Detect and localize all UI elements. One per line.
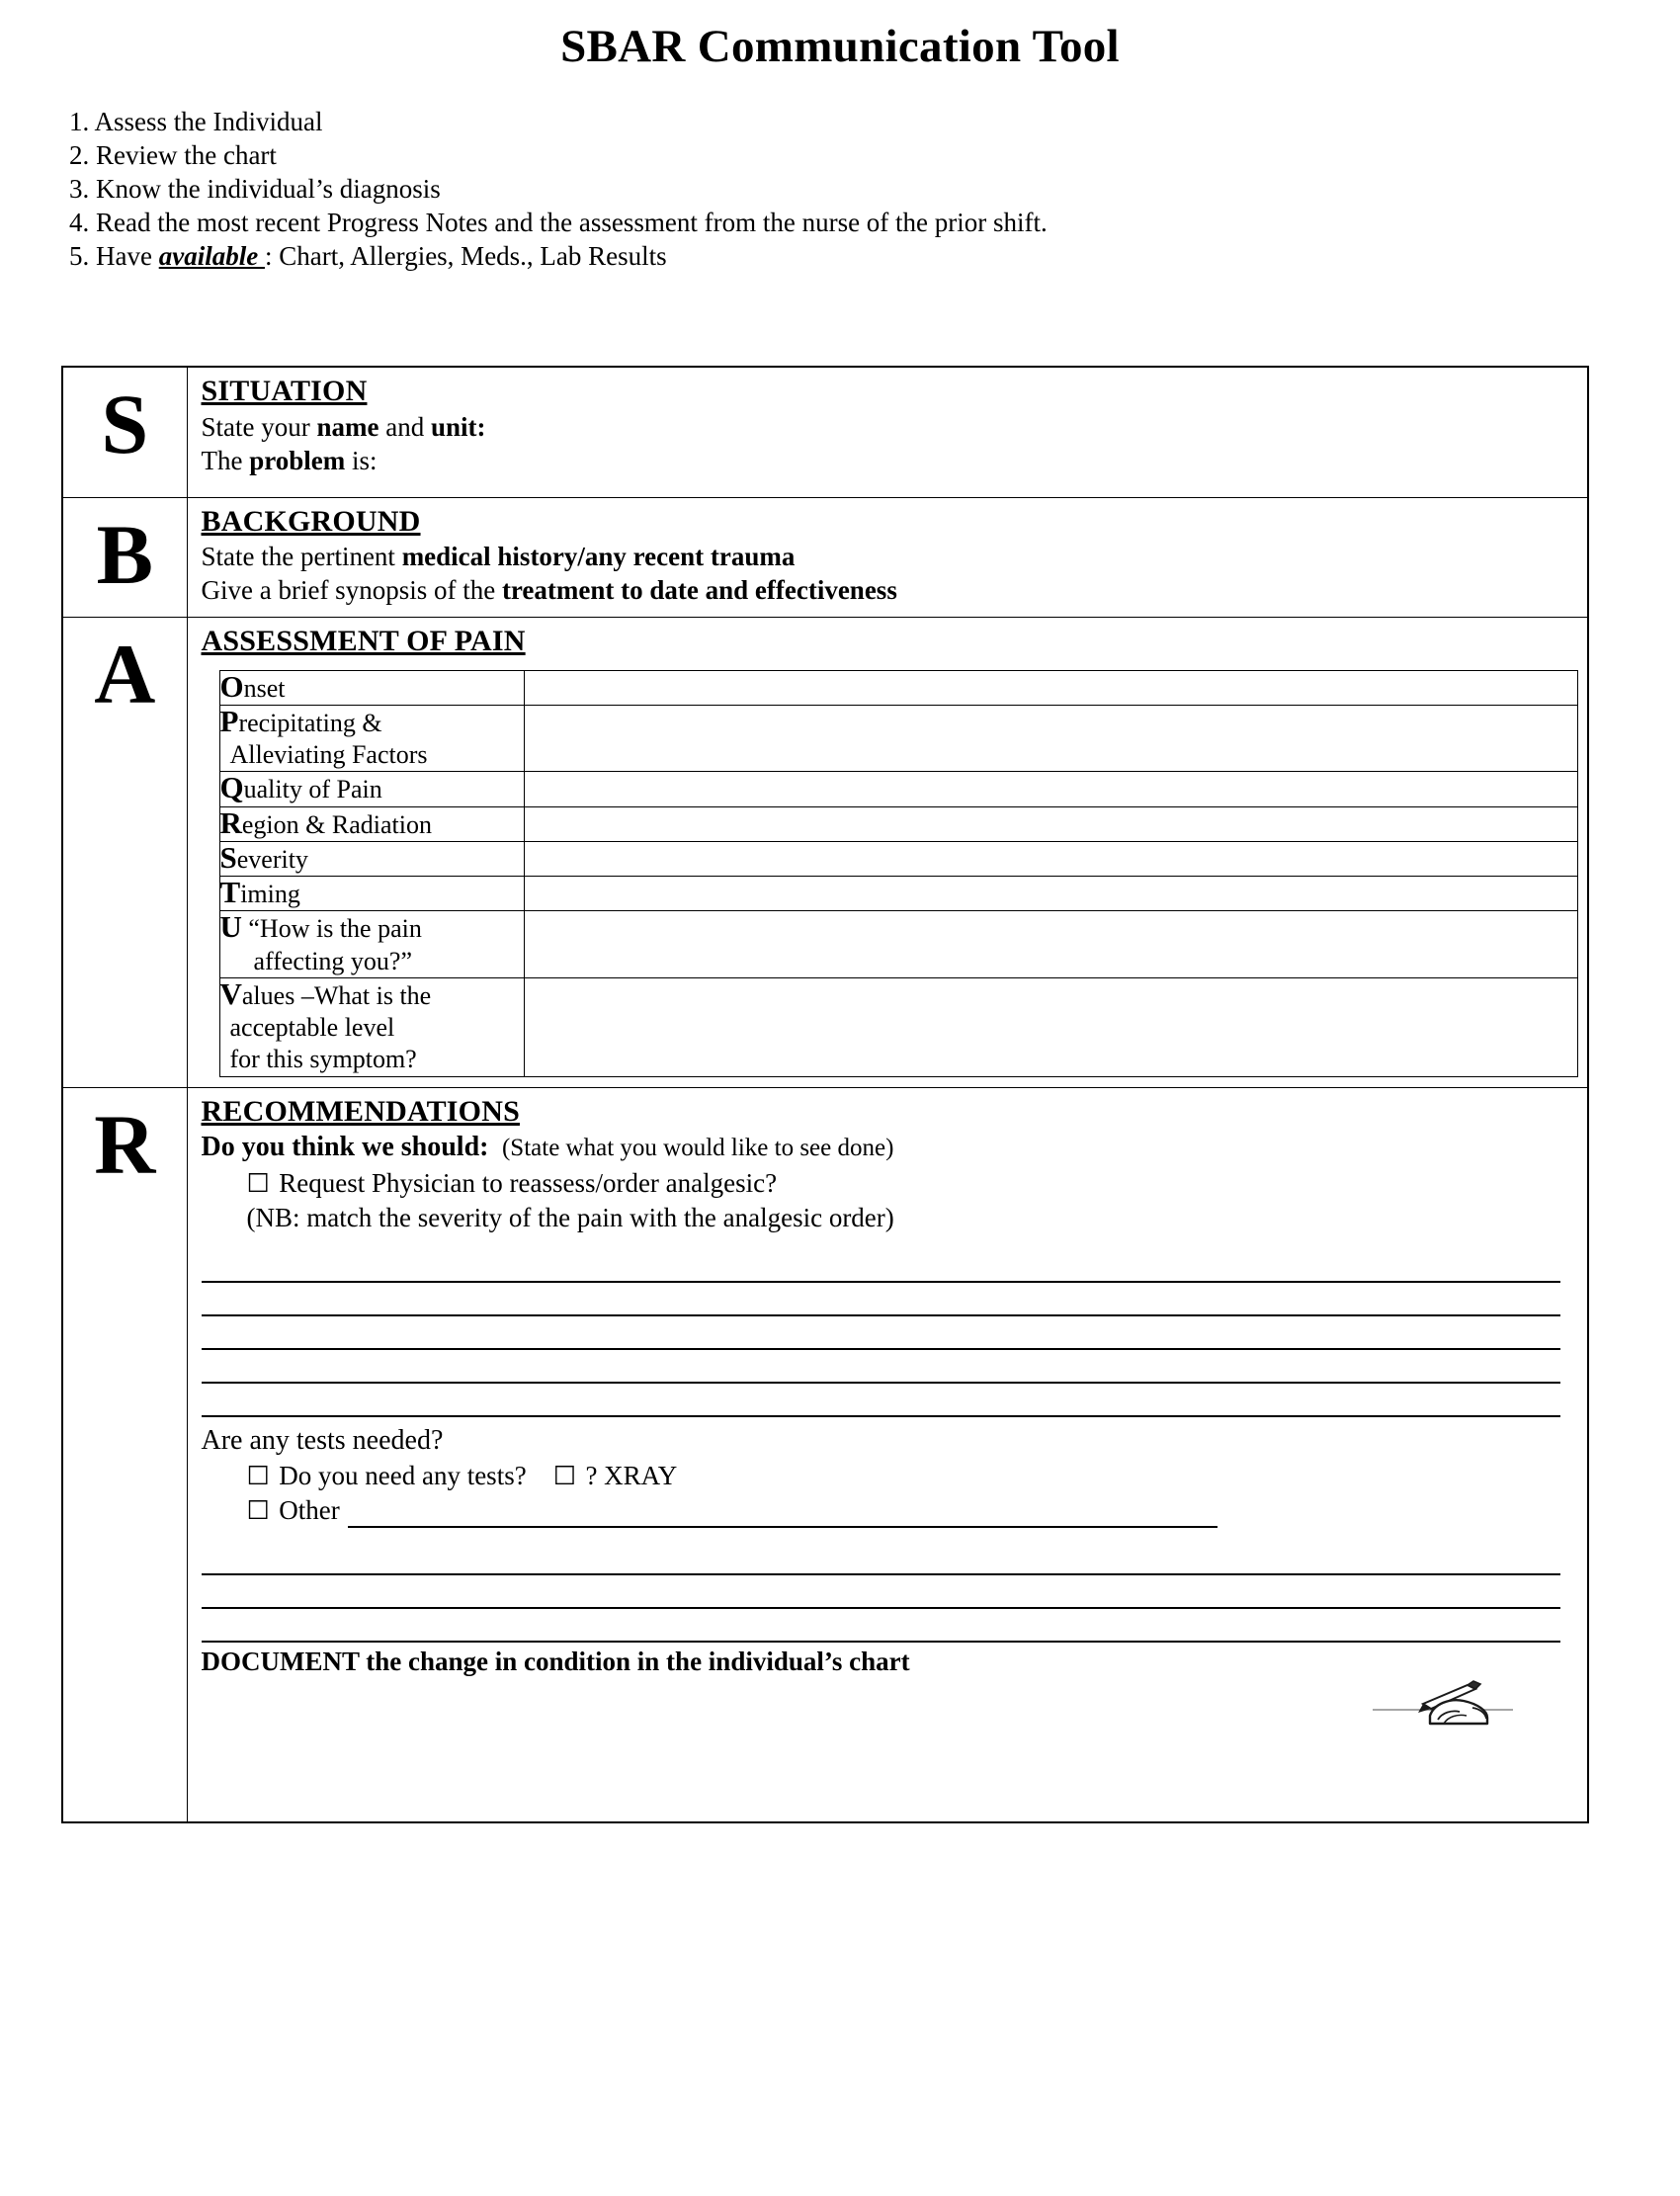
pain-cap-o: O [219, 668, 244, 704]
notes-ruled-lines-group-2[interactable] [202, 1542, 1588, 1643]
ruled-line[interactable] [202, 1316, 1560, 1350]
sbar-row-recommendations [62, 1087, 1588, 1822]
background-line1-b: medical history/any recent trauma [401, 542, 796, 572]
background-line-history [202, 540, 1588, 573]
situation-line2-c: is: [345, 445, 378, 475]
pain-cap-u: U [219, 909, 242, 945]
pain-text-quality: uality of Pain [243, 775, 382, 804]
pain-text-region: egion & Radiation [241, 809, 432, 839]
letter-s: S [62, 367, 187, 497]
pain-value-timing[interactable] [524, 877, 1577, 911]
option-request-physician-row[interactable] [202, 1166, 1588, 1201]
assessment-heading: ASSESSMENT OF PAIN [201, 625, 526, 658]
prep-step-5 [69, 239, 1680, 273]
prep-step-1: 1. Assess the Individual [69, 106, 323, 136]
pain-text-timing: iming [240, 880, 300, 909]
pain-assessment-table [219, 670, 1578, 1077]
pain-text-understanding-1: “How is the pain [241, 914, 422, 944]
tests-needed-question: Are any tests needed? [201, 1424, 444, 1456]
other-input-line[interactable] [348, 1502, 1218, 1528]
checkbox-need-tests[interactable]: ☐ [246, 1462, 270, 1491]
sbar-row-assessment [62, 618, 1588, 1087]
writing-hand-icon [1369, 1668, 1517, 1728]
pain-text-values-3: for this symptom? [229, 1045, 417, 1074]
option-other-label: Other [279, 1495, 340, 1526]
pain-text-severity: everity [236, 844, 308, 874]
pain-label-region [219, 806, 524, 841]
pain-text-values-1: alues –What is the [241, 980, 432, 1010]
prep-step-2: 2. Review the chart [69, 139, 277, 170]
prep-step-3: 3. Know the individual’s diagnosis [69, 173, 441, 204]
situation-line1-b: name [316, 411, 379, 442]
option-need-tests-label: Do you need any tests? [279, 1461, 527, 1491]
pain-label-onset [219, 670, 524, 705]
pain-assessment-wrapper [202, 660, 1588, 1077]
assessment-cell [187, 618, 1588, 1087]
letter-r: R [62, 1087, 187, 1822]
pain-value-values[interactable] [524, 977, 1577, 1076]
situation-line-problem [202, 444, 1588, 477]
pain-cap-v: V [219, 975, 242, 1011]
pain-value-understanding[interactable] [524, 911, 1577, 977]
pain-cap-r: R [219, 804, 242, 840]
pain-text-values-2: acceptable level [229, 1013, 395, 1043]
tests-options-row[interactable] [202, 1459, 1588, 1493]
ruled-line[interactable] [202, 1283, 1560, 1316]
ruled-line[interactable] [202, 1249, 1560, 1283]
background-line-treatment [202, 573, 1588, 607]
ruled-line[interactable] [202, 1350, 1560, 1384]
background-cell [187, 497, 1588, 618]
ruled-line[interactable] [202, 1384, 1560, 1417]
ruled-line[interactable] [202, 1609, 1560, 1643]
pain-row-quality [219, 772, 1577, 806]
pain-text-onset: nset [243, 673, 286, 703]
pain-value-precipitating[interactable] [524, 705, 1577, 771]
letter-b: B [62, 497, 187, 618]
recommendations-nb-note-text: (NB: match the severity of the pain with the analgesic order) [246, 1202, 894, 1232]
situation-line2-b: problem [249, 445, 346, 475]
pain-value-region[interactable] [524, 806, 1577, 841]
pain-row-region [219, 806, 1577, 841]
page-title: SBAR Communication Tool [560, 21, 1120, 72]
recommendations-heading: RECOMMENDATIONS [201, 1094, 520, 1128]
pain-label-timing [219, 877, 524, 911]
background-line2-b: treatment to date and effectiveness [501, 575, 897, 606]
ruled-line[interactable] [202, 1542, 1560, 1575]
pain-row-precipitating [219, 705, 1577, 771]
option-request-physician-label: Request Physician to reassess/order analgesic? [279, 1167, 778, 1198]
pain-value-onset[interactable] [524, 670, 1577, 705]
recommendations-prompt-note: (State what you would like to see done) [501, 1135, 894, 1162]
prep-step-5-suffix: : Chart, Allergies, Meds., Lab Results [264, 240, 667, 271]
pain-row-onset [219, 670, 1577, 705]
prep-step-4: 4. Read the most recent Progress Notes and the assessment from the nurse of the prior shift. [69, 207, 1048, 237]
recommendations-prompt [202, 1130, 1588, 1165]
pain-text-precipitating-1: recipitating & [238, 708, 382, 737]
option-xray-label: ? XRAY [585, 1461, 678, 1491]
pain-label-severity [219, 841, 524, 876]
notes-ruled-lines-group-1[interactable] [202, 1249, 1588, 1417]
pain-cap-p: P [219, 703, 239, 738]
checkbox-request-physician[interactable]: ☐ [246, 1168, 270, 1198]
pain-text-understanding-2: affecting you?” [253, 946, 412, 975]
background-heading: BACKGROUND [201, 504, 421, 538]
sbar-row-situation [62, 367, 1588, 497]
pain-row-values [219, 977, 1577, 1076]
pain-label-values [219, 977, 524, 1076]
recommendations-nb-note [202, 1201, 1588, 1235]
ruled-line[interactable] [202, 1575, 1560, 1609]
situation-line1-d: unit: [430, 411, 486, 442]
option-other-row[interactable] [202, 1493, 1588, 1528]
preparation-steps-list [0, 105, 1680, 273]
sbar-table [61, 366, 1589, 1823]
pain-label-precipitating [219, 705, 524, 771]
document-change-note: DOCUMENT the change in condition in the individual’s chart [201, 1647, 910, 1677]
situation-cell [187, 367, 1588, 497]
checkbox-other[interactable]: ☐ [246, 1496, 270, 1526]
situation-line1-c: and [378, 411, 431, 442]
pain-label-quality [219, 772, 524, 806]
pain-row-severity [219, 841, 1577, 876]
pain-cap-s: S [219, 839, 237, 875]
pain-value-severity[interactable] [524, 841, 1577, 876]
pain-label-understanding [219, 911, 524, 977]
situation-line-name-unit [202, 410, 1588, 444]
recommendations-prompt-bold: Do you think we should: [201, 1132, 489, 1163]
situation-line2-a: The [201, 445, 250, 475]
prep-step-5-prefix: 5. Have [69, 240, 159, 271]
prep-step-5-emphasis: available [158, 240, 265, 271]
pain-row-timing [219, 877, 1577, 911]
pain-cap-t: T [219, 875, 241, 910]
background-line2-a: Give a brief synopsis of the [201, 575, 502, 606]
situation-line1-a: State your [201, 411, 317, 442]
situation-heading: SITUATION [201, 375, 368, 407]
background-line1-a: State the pertinent [201, 542, 402, 572]
pain-value-quality[interactable] [524, 772, 1577, 806]
letter-a: A [62, 618, 187, 1087]
pain-text-precipitating-2: Alleviating Factors [229, 740, 428, 770]
sbar-row-background [62, 497, 1588, 618]
pain-row-understanding [219, 911, 1577, 977]
pain-cap-q: Q [219, 770, 244, 805]
checkbox-xray[interactable]: ☐ [552, 1462, 576, 1491]
recommendations-cell [187, 1087, 1588, 1822]
